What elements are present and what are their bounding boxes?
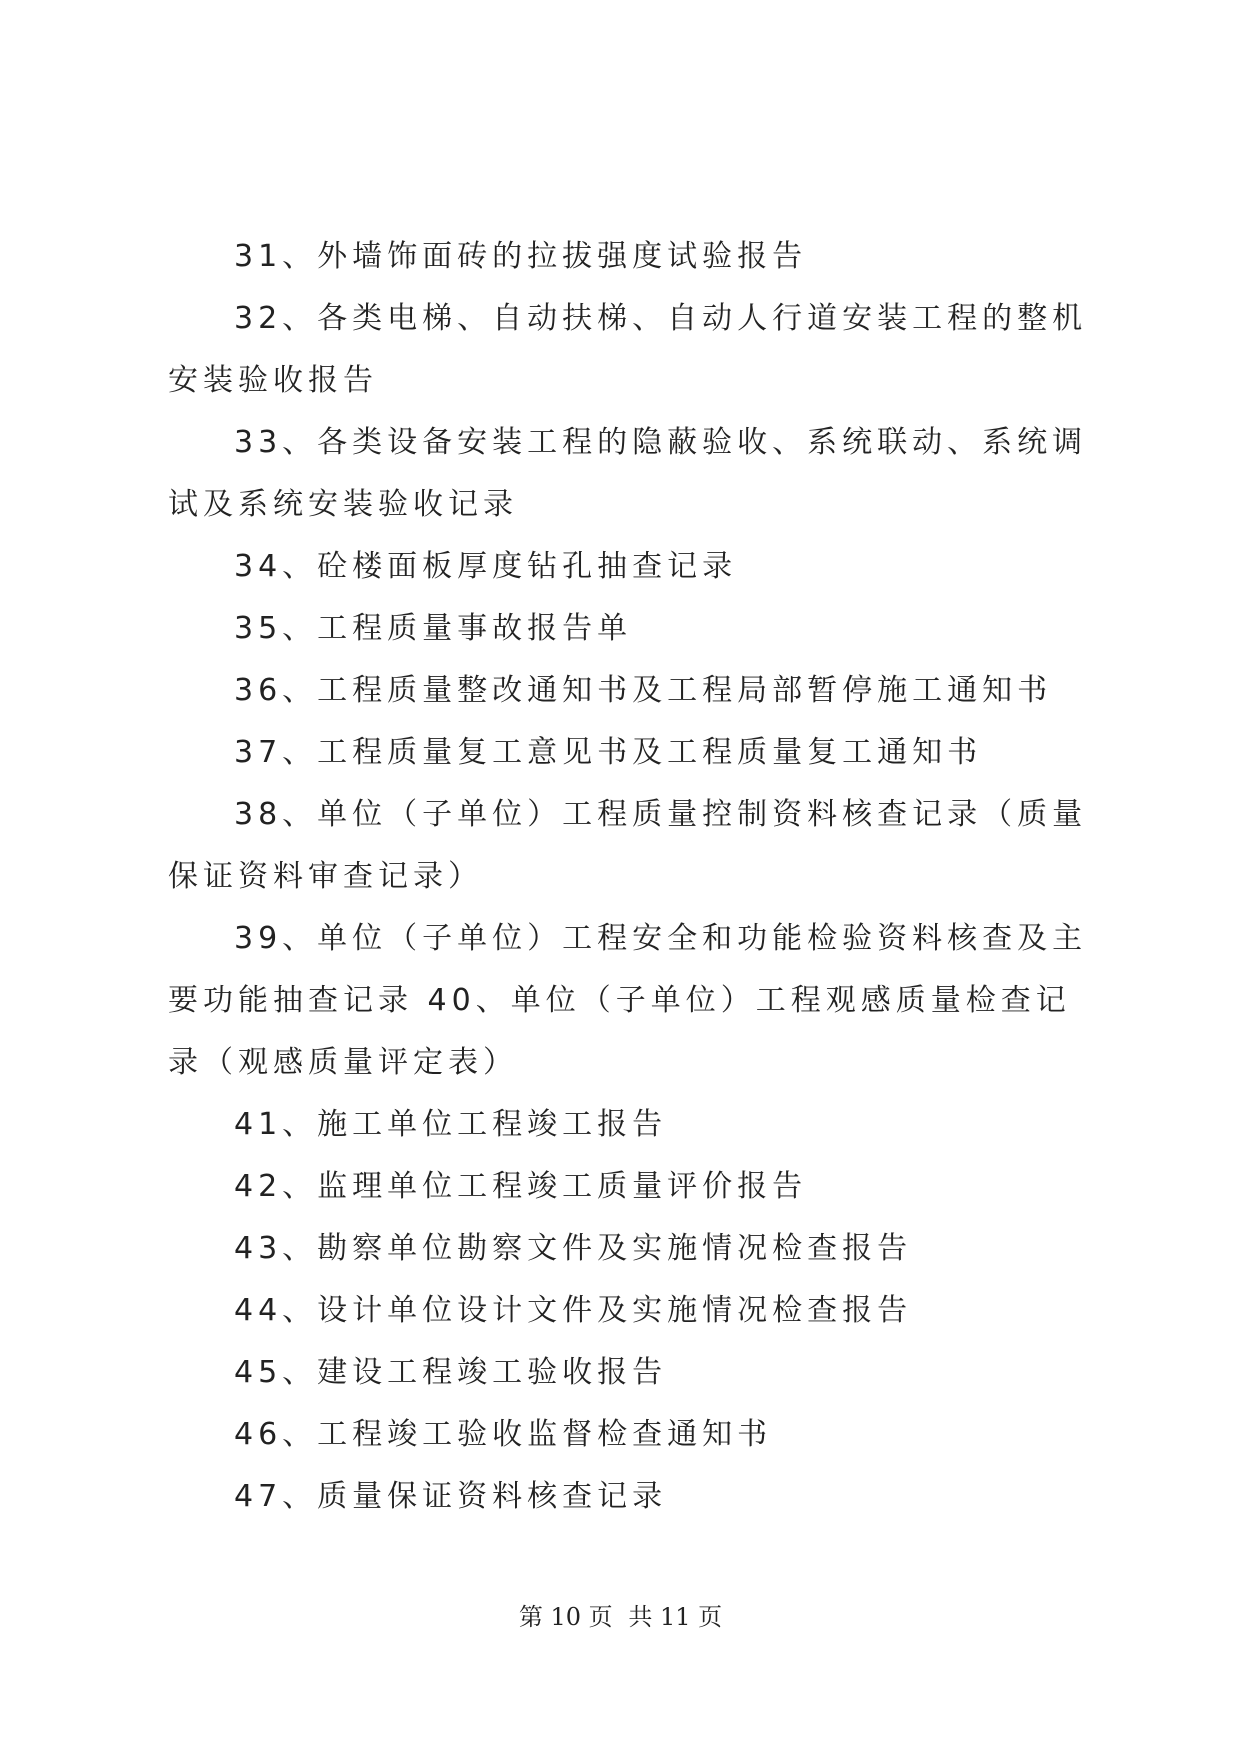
list-item: 34、砼楼面板厚度钻孔抽查记录 xyxy=(234,549,738,584)
list-item: 47、质量保证资料核查记录 xyxy=(234,1479,668,1514)
list-item: 35、工程质量事故报告单 xyxy=(234,611,633,646)
list-item: 46、工程竣工验收监督检查通知书 xyxy=(234,1417,773,1452)
list-item: 32、各类电梯、自动扶梯、自动人行道安装工程的整机安装验收报告 xyxy=(168,301,1088,398)
list-item: 42、监理单位工程竣工质量评价报告 xyxy=(234,1169,808,1204)
page-number-current: 第 10 页 xyxy=(518,1603,613,1631)
page-footer xyxy=(0,1600,1241,1634)
list-item: 44、设计单位设计文件及实施情况检查报告 xyxy=(234,1293,913,1328)
list-item: 41、施工单位工程竣工报告 xyxy=(234,1107,668,1142)
list-item: 38、单位（子单位）工程质量控制资料核查记录（质量保证资料审查记录） xyxy=(168,797,1088,894)
list-item: 33、各类设备安装工程的隐蔽验收、系统联动、系统调试及系统安装验收记录 xyxy=(168,425,1088,522)
document-body xyxy=(168,226,1088,1528)
list-item: 39、单位（子单位）工程安全和功能检验资料核查及主要功能抽查记录 40、单位（子单位）工程观感质量检查记录（观感质量评定表） xyxy=(168,921,1088,1080)
list-item: 45、建设工程竣工验收报告 xyxy=(234,1355,668,1390)
page-number-total: 共 11 页 xyxy=(628,1603,723,1631)
list-item: 36、工程质量整改通知书及工程局部暂停施工通知书 xyxy=(234,673,1053,708)
list-item: 37、工程质量复工意见书及工程质量复工通知书 xyxy=(234,735,983,770)
list-item: 43、勘察单位勘察文件及实施情况检查报告 xyxy=(234,1231,913,1266)
list-item: 31、外墙饰面砖的拉拔强度试验报告 xyxy=(234,239,808,274)
